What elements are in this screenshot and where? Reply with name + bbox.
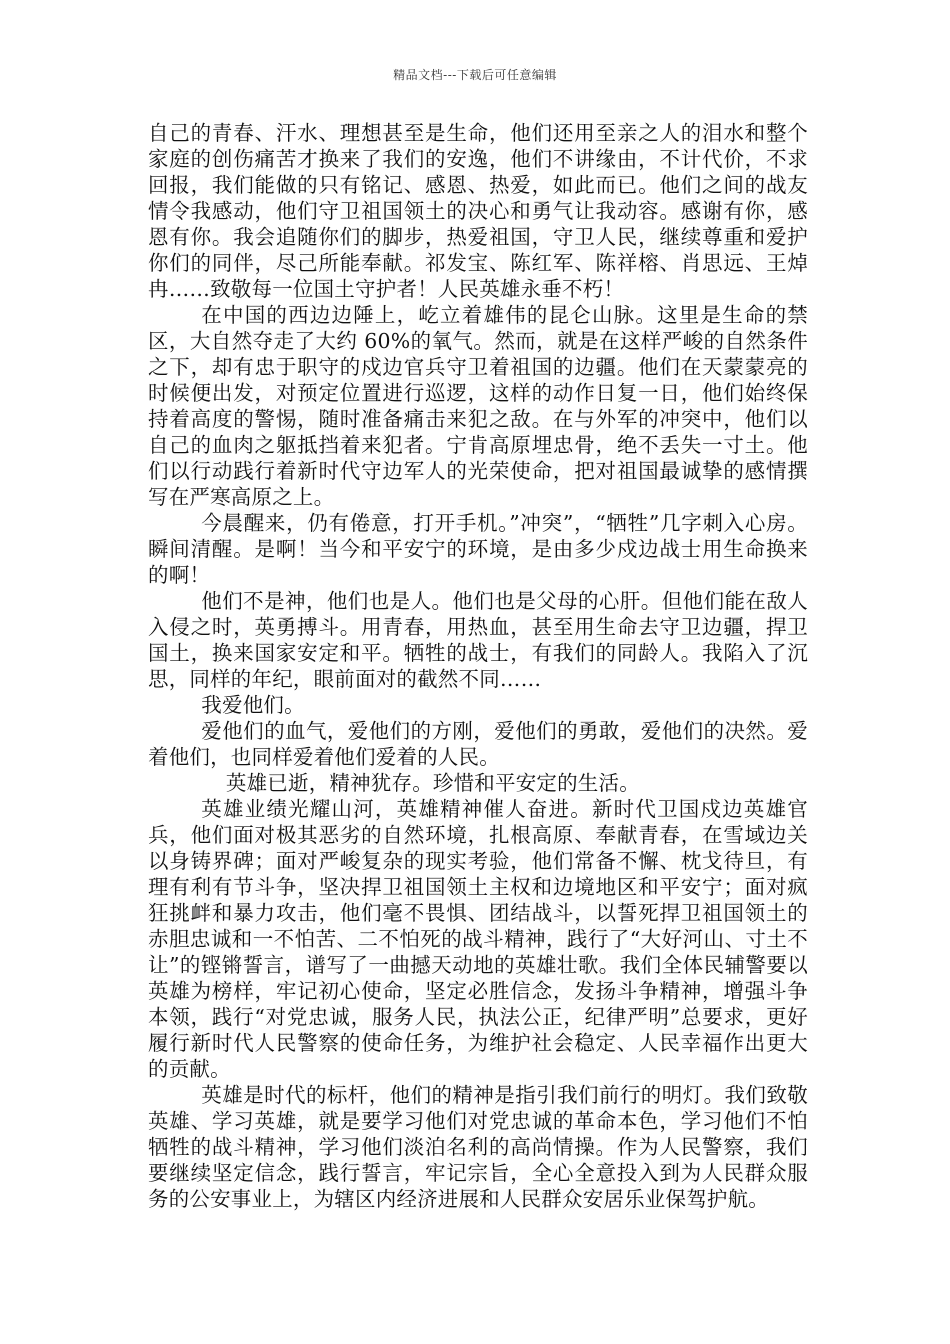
paragraph-3: 今晨醒来，仍有倦意，打开手机。”冲突”，“牺牲”几字刺入心房。瞬间清醒。是啊！当今和平安宁的环境，是由多少戍边战士用生命换来的啊！ <box>148 511 808 587</box>
paragraph-6: 爱他们的血气，爱他们的方刚，爱他们的勇敢，爱他们的决然。爱着他们，也同样爱着他们爱着的人民。 <box>148 719 808 769</box>
paragraph-5: 我爱他们。 <box>201 693 305 717</box>
paragraph-4: 他们不是神，他们也是人。他们也是父母的心肝。但他们能在敌人入侵之时，英勇搏斗。用青春，用热血，甚至用生命去守卫边疆，捍卫国土，换来国家安定和平。牺牲的战士，有我们的同龄人。我陷入了沉思，同样的年纪，眼前面对的截然不同…… <box>148 589 808 691</box>
paragraph-1: 自己的青春、汗水、理想甚至是生命，他们还用至亲之人的泪水和整个家庭的创伤痛苦才换来了我们的安逸，他们不讲缘由，不计代价，不求回报，我们能做的只有铭记、感恩、热爱，如此而已。他们之间的战友情令我感动，他们守卫祖国领土的决心和勇气让我动容。感谢有你，感恩有你。我会追随你们的脚步，热爱祖国，守卫人民，继续尊重和爱护你们的同伴，尽己所能奉献。祁发宝、陈红军、陈祥榕、肖思远、王焯冉……致敬每一位国土守护者！人民英雄永垂不朽！ <box>148 121 808 301</box>
page-header: 精品文档---下载后可任意编辑 <box>393 68 557 82</box>
paragraph-2: 在中国的西边边陲上，屹立着雄伟的昆仑山脉。这里是生命的禁区，大自然夺走了大约 60%的氧气。然而，就是在这样严峻的自然条件之下，却有忠于职守的戍边官兵守卫着祖国的边疆。他们在天蒙蒙亮的时候便出发，对预定位置进行巡逻，这样的动作日复一日，他们始终保持着高度的警惕，随时准备痛击来犯之敌。在与外军的冲突中，他们以自己的血肉之躯抵挡着来犯者。宁肯高原埋忠骨，绝不丢失一寸土。他们以行动践行着新时代守边军人的光荣使命，把对祖国最诚挚的感情撰写在严寒高原之上。 <box>148 303 808 509</box>
document-body <box>148 120 808 1212</box>
paragraph-8: 英雄业绩光耀山河，英雄精神催人奋进。新时代卫国戍边英雄官兵，他们面对极其恶劣的自然环境，扎根高原、奉献青春，在雪域边关以身铸界碑；面对严峻复杂的现实考验，他们常备不懈、枕戈待旦，有理有利有节斗争，坚决捍卫祖国领土主权和边境地区和平安宁；面对疯狂挑衅和暴力攻击，他们毫不畏惧、团结战斗，以誓死捍卫祖国领土的赤胆忠诚和一不怕苦、二不怕死的战斗精神，践行了“大好河山、寸土不让”的铿锵誓言，谱写了一曲撼天动地的英雄壮歌。我们全体民辅警要以英雄为榜样，牢记初心使命，坚定必胜信念，发扬斗争精神，增强斗争本领，践行“对党忠诚，服务人民，执法公正，纪律严明”总要求，更好履行新时代人民警察的使命任务，为维护社会稳定、人民幸福作出更大的贡献。 <box>148 797 808 1081</box>
paragraph-7: 英雄已逝，精神犹存。珍惜和平安定的生活。 <box>225 771 640 795</box>
paragraph-9: 英雄是时代的标杆，他们的精神是指引我们前行的明灯。我们致敬英雄、学习英雄，就是要学习他们对党忠诚的革命本色，学习他们不怕牺牲的战斗精神，学习他们淡泊名利的高尚情操。作为人民警察，我们要继续坚定信念，践行誓言，牢记宗旨，全心全意投入到为人民群众服务的公安事业上，为辖区内经济进展和人民群众安居乐业保驾护航。 <box>148 1083 808 1211</box>
